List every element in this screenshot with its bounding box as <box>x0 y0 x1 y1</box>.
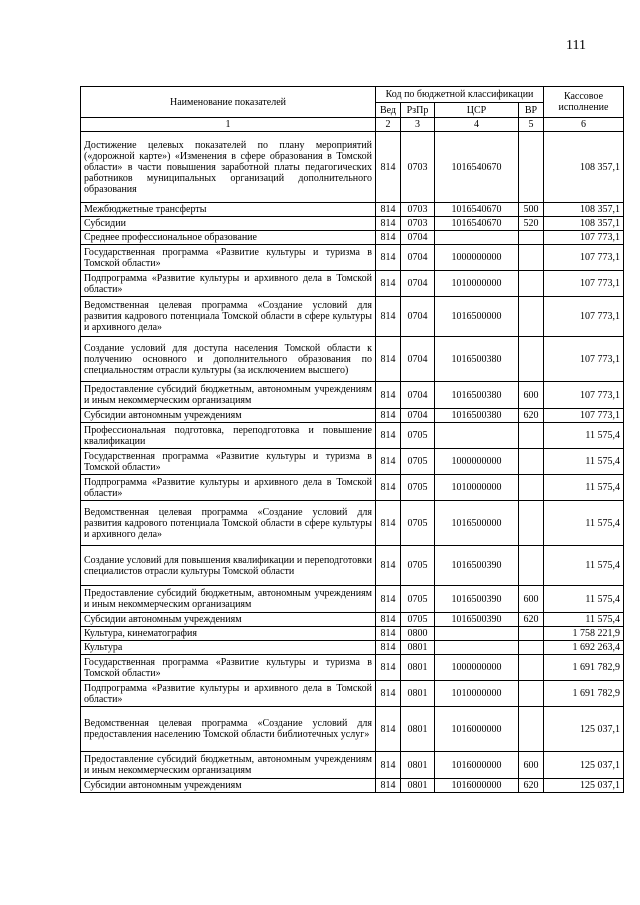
row-ved: 814 <box>376 627 401 641</box>
row-vr <box>519 641 544 655</box>
table-header <box>81 87 624 118</box>
table-row <box>81 297 624 337</box>
row-amount: 11 575,4 <box>544 586 624 613</box>
row-csr: 1016500390 <box>435 546 519 586</box>
row-name: Ведомственная целевая программа «Создание условий для предоставления населению Томской области библиотечных услуг» <box>81 707 376 752</box>
row-vr: 620 <box>519 779 544 793</box>
row-rzpr: 0704 <box>401 337 435 382</box>
row-amount: 125 037,1 <box>544 752 624 779</box>
header-csr: ЦСР <box>435 103 519 118</box>
table-row <box>81 203 624 217</box>
table-row <box>81 681 624 707</box>
row-name: Предоставление субсидий бюджетным, автономным учреждениям и иным некоммерческим организациям <box>81 382 376 409</box>
row-ved: 814 <box>376 217 401 231</box>
table-row <box>81 655 624 681</box>
row-amount: 125 037,1 <box>544 779 624 793</box>
row-csr: 1016540670 <box>435 132 519 203</box>
row-rzpr: 0801 <box>401 779 435 793</box>
row-csr: 1016540670 <box>435 217 519 231</box>
row-vr: 500 <box>519 203 544 217</box>
row-csr: 1000000000 <box>435 245 519 271</box>
table-row <box>81 449 624 475</box>
row-name: Субсидии автономным учреждениям <box>81 409 376 423</box>
row-csr: 1016000000 <box>435 752 519 779</box>
row-csr: 1016500000 <box>435 297 519 337</box>
row-csr: 1016500390 <box>435 613 519 627</box>
row-rzpr: 0801 <box>401 707 435 752</box>
row-ved: 814 <box>376 297 401 337</box>
row-vr <box>519 423 544 449</box>
row-ved: 814 <box>376 613 401 627</box>
row-name: Субсидии <box>81 217 376 231</box>
table-row <box>81 546 624 586</box>
row-amount: 107 773,1 <box>544 245 624 271</box>
row-csr: 1010000000 <box>435 681 519 707</box>
row-ved: 814 <box>376 641 401 655</box>
row-amount: 1 691 782,9 <box>544 655 624 681</box>
row-ved: 814 <box>376 681 401 707</box>
table-row <box>81 409 624 423</box>
row-vr <box>519 475 544 501</box>
row-amount: 1 691 782,9 <box>544 681 624 707</box>
row-rzpr: 0703 <box>401 132 435 203</box>
row-ved: 814 <box>376 337 401 382</box>
row-vr <box>519 132 544 203</box>
row-csr: 1010000000 <box>435 271 519 297</box>
row-name: Предоставление субсидий бюджетным, автономным учреждениям и иным некоммерческим организациям <box>81 752 376 779</box>
row-name: Государственная программа «Развитие культуры и туризма в Томской области» <box>81 655 376 681</box>
row-name: Среднее профессиональное образование <box>81 231 376 245</box>
table-row <box>81 271 624 297</box>
column-number: 1 <box>81 118 376 132</box>
table-row <box>81 627 624 641</box>
row-csr: 1016000000 <box>435 707 519 752</box>
row-amount: 1 758 221,9 <box>544 627 624 641</box>
row-vr <box>519 449 544 475</box>
row-name: Создание условий для доступа населения Томской области к получению основного и дополнительного образования по специальностям отрасли культуры (за исключением высшего) <box>81 337 376 382</box>
row-amount: 108 357,1 <box>544 217 624 231</box>
row-name: Государственная программа «Развитие культуры и туризма в Томской области» <box>81 449 376 475</box>
row-rzpr: 0705 <box>401 613 435 627</box>
table-row <box>81 613 624 627</box>
row-name: Ведомственная целевая программа «Создание условий для развития кадрового потенциала Томской области в сфере культуры и архивного дела» <box>81 501 376 546</box>
row-vr <box>519 655 544 681</box>
row-vr <box>519 271 544 297</box>
row-csr: 1016000000 <box>435 779 519 793</box>
row-vr <box>519 627 544 641</box>
row-name: Подпрограмма «Развитие культуры и архивного дела в Томской области» <box>81 271 376 297</box>
header-rzpr: РзПр <box>401 103 435 118</box>
row-vr: 600 <box>519 382 544 409</box>
row-amount: 107 773,1 <box>544 409 624 423</box>
row-rzpr: 0705 <box>401 546 435 586</box>
row-rzpr: 0705 <box>401 475 435 501</box>
budget-table <box>80 86 624 793</box>
page-number: 111 <box>566 38 586 53</box>
row-amount: 11 575,4 <box>544 449 624 475</box>
row-vr: 600 <box>519 586 544 613</box>
row-ved: 814 <box>376 752 401 779</box>
row-name: Культура, кинематография <box>81 627 376 641</box>
row-ved: 814 <box>376 586 401 613</box>
row-name: Подпрограмма «Развитие культуры и архивного дела в Томской области» <box>81 681 376 707</box>
column-number: 4 <box>435 118 519 132</box>
row-ved: 814 <box>376 271 401 297</box>
row-amount: 11 575,4 <box>544 475 624 501</box>
table-row <box>81 586 624 613</box>
table-row <box>81 382 624 409</box>
table-row <box>81 707 624 752</box>
row-amount: 11 575,4 <box>544 501 624 546</box>
row-vr: 520 <box>519 217 544 231</box>
row-amount: 1 692 263,4 <box>544 641 624 655</box>
row-csr <box>435 423 519 449</box>
row-vr <box>519 297 544 337</box>
row-ved: 814 <box>376 449 401 475</box>
row-amount: 125 037,1 <box>544 707 624 752</box>
header-vr: ВР <box>519 103 544 118</box>
row-ved: 814 <box>376 231 401 245</box>
row-amount: 108 357,1 <box>544 132 624 203</box>
column-number: 6 <box>544 118 624 132</box>
row-rzpr: 0801 <box>401 752 435 779</box>
row-name: Государственная программа «Развитие культуры и туризма в Томской области» <box>81 245 376 271</box>
table-row <box>81 337 624 382</box>
row-ved: 814 <box>376 245 401 271</box>
row-name: Подпрограмма «Развитие культуры и архивного дела в Томской области» <box>81 475 376 501</box>
column-number: 5 <box>519 118 544 132</box>
row-ved: 814 <box>376 132 401 203</box>
row-vr <box>519 245 544 271</box>
table-row <box>81 641 624 655</box>
row-rzpr: 0801 <box>401 655 435 681</box>
row-amount: 11 575,4 <box>544 423 624 449</box>
table-row <box>81 217 624 231</box>
row-vr <box>519 681 544 707</box>
column-number-row <box>81 118 624 132</box>
row-amount: 107 773,1 <box>544 382 624 409</box>
row-csr: 1016500380 <box>435 409 519 423</box>
row-ved: 814 <box>376 779 401 793</box>
row-csr: 1016540670 <box>435 203 519 217</box>
row-csr <box>435 641 519 655</box>
row-rzpr: 0704 <box>401 297 435 337</box>
row-rzpr: 0705 <box>401 501 435 546</box>
table-row <box>81 231 624 245</box>
row-name: Межбюджетные трансферты <box>81 203 376 217</box>
row-vr <box>519 546 544 586</box>
row-vr: 600 <box>519 752 544 779</box>
table-row <box>81 132 624 203</box>
row-csr <box>435 231 519 245</box>
row-name: Достижение целевых показателей по плану мероприятий («дорожной карте») «Изменения в сфере образования в Томской области» в части повышения заработной платы педагогических работников муниципальных организаций дополнительного образования <box>81 132 376 203</box>
row-rzpr: 0801 <box>401 681 435 707</box>
row-ved: 814 <box>376 475 401 501</box>
table-row <box>81 752 624 779</box>
row-ved: 814 <box>376 203 401 217</box>
header-name: Наименование показателей <box>81 87 376 118</box>
row-name: Культура <box>81 641 376 655</box>
row-ved: 814 <box>376 707 401 752</box>
row-ved: 814 <box>376 423 401 449</box>
row-name: Предоставление субсидий бюджетным, автономным учреждениям и иным некоммерческим организациям <box>81 586 376 613</box>
row-amount: 11 575,4 <box>544 613 624 627</box>
row-name: Профессиональная подготовка, переподготовка и повышение квалификации <box>81 423 376 449</box>
row-ved: 814 <box>376 501 401 546</box>
row-name: Субсидии автономным учреждениям <box>81 779 376 793</box>
row-rzpr: 0704 <box>401 245 435 271</box>
row-ved: 814 <box>376 655 401 681</box>
table-row <box>81 475 624 501</box>
table-row <box>81 779 624 793</box>
table-row <box>81 501 624 546</box>
row-csr: 1000000000 <box>435 655 519 681</box>
row-amount: 107 773,1 <box>544 271 624 297</box>
table-body <box>81 118 624 793</box>
row-name: Ведомственная целевая программа «Создание условий для развития кадрового потенциала Томской области в сфере культуры и архивного дела» <box>81 297 376 337</box>
table-row <box>81 423 624 449</box>
row-rzpr: 0703 <box>401 203 435 217</box>
row-ved: 814 <box>376 546 401 586</box>
row-vr <box>519 501 544 546</box>
row-name: Создание условий для повышения квалификации и переподготовки специалистов отрасли культуры Томской области <box>81 546 376 586</box>
row-csr: 1016500000 <box>435 501 519 546</box>
row-amount: 11 575,4 <box>544 546 624 586</box>
row-rzpr: 0705 <box>401 423 435 449</box>
header-cash: Кассовое исполнение <box>544 87 624 118</box>
row-csr <box>435 627 519 641</box>
header-code-group: Код по бюджетной классификации <box>376 87 544 103</box>
row-vr: 620 <box>519 613 544 627</box>
row-csr: 1016500390 <box>435 586 519 613</box>
row-rzpr: 0704 <box>401 409 435 423</box>
row-rzpr: 0704 <box>401 231 435 245</box>
row-amount: 107 773,1 <box>544 337 624 382</box>
row-name: Субсидии автономным учреждениям <box>81 613 376 627</box>
row-ved: 814 <box>376 382 401 409</box>
row-vr <box>519 707 544 752</box>
row-csr: 1016500380 <box>435 337 519 382</box>
row-rzpr: 0800 <box>401 627 435 641</box>
column-number: 2 <box>376 118 401 132</box>
row-rzpr: 0704 <box>401 271 435 297</box>
row-rzpr: 0705 <box>401 449 435 475</box>
row-csr: 1016500380 <box>435 382 519 409</box>
row-rzpr: 0705 <box>401 586 435 613</box>
row-rzpr: 0801 <box>401 641 435 655</box>
column-number: 3 <box>401 118 435 132</box>
row-amount: 107 773,1 <box>544 297 624 337</box>
row-amount: 108 357,1 <box>544 203 624 217</box>
row-ved: 814 <box>376 409 401 423</box>
row-amount: 107 773,1 <box>544 231 624 245</box>
row-vr <box>519 337 544 382</box>
row-csr: 1010000000 <box>435 475 519 501</box>
row-rzpr: 0704 <box>401 382 435 409</box>
row-vr <box>519 231 544 245</box>
row-vr: 620 <box>519 409 544 423</box>
table-row <box>81 245 624 271</box>
row-rzpr: 0703 <box>401 217 435 231</box>
row-csr: 1000000000 <box>435 449 519 475</box>
header-ved: Вед <box>376 103 401 118</box>
